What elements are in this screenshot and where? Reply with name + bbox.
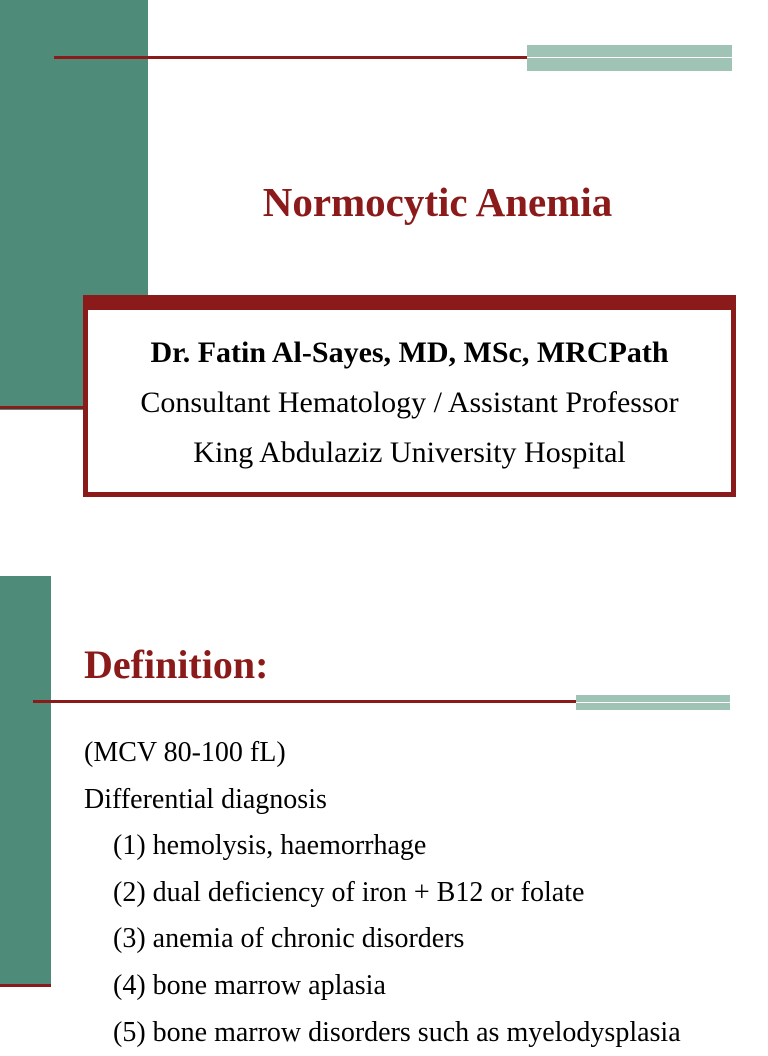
mint-accent-bar [527,45,732,71]
diagnosis-item: (3) anemia of chronic disorders [113,923,465,955]
differential-heading: Differential diagnosis [84,783,327,815]
diagnosis-item: (2) dual deficiency of iron + B12 or folate [113,876,585,908]
author-position: Consultant Hematology / Assistant Professor [140,386,679,419]
definition-title: Definition: [84,642,269,687]
red-side-rule [0,406,90,409]
diagnosis-item: (1) hemolysis, haemorrhage [113,830,427,862]
diagnosis-item: (5) bone marrow disorders such as myelodysplasia [113,1016,681,1048]
author-institution: King Abdulaziz University Hospital [193,436,626,469]
mint-accent-bar [576,695,730,710]
slide-title: Normocytic Anemia [262,179,613,225]
diagnosis-item: (4) bone marrow aplasia [113,969,386,1001]
green-side-bar [0,576,51,986]
definition-content [84,730,681,1056]
red-side-rule [0,984,51,987]
mcv-range: (MCV 80-100 fL) [84,737,286,768]
author-name: Dr. Fatin Al-Sayes, MD, MSc, MRCPath [150,336,669,369]
author-box [83,295,736,497]
